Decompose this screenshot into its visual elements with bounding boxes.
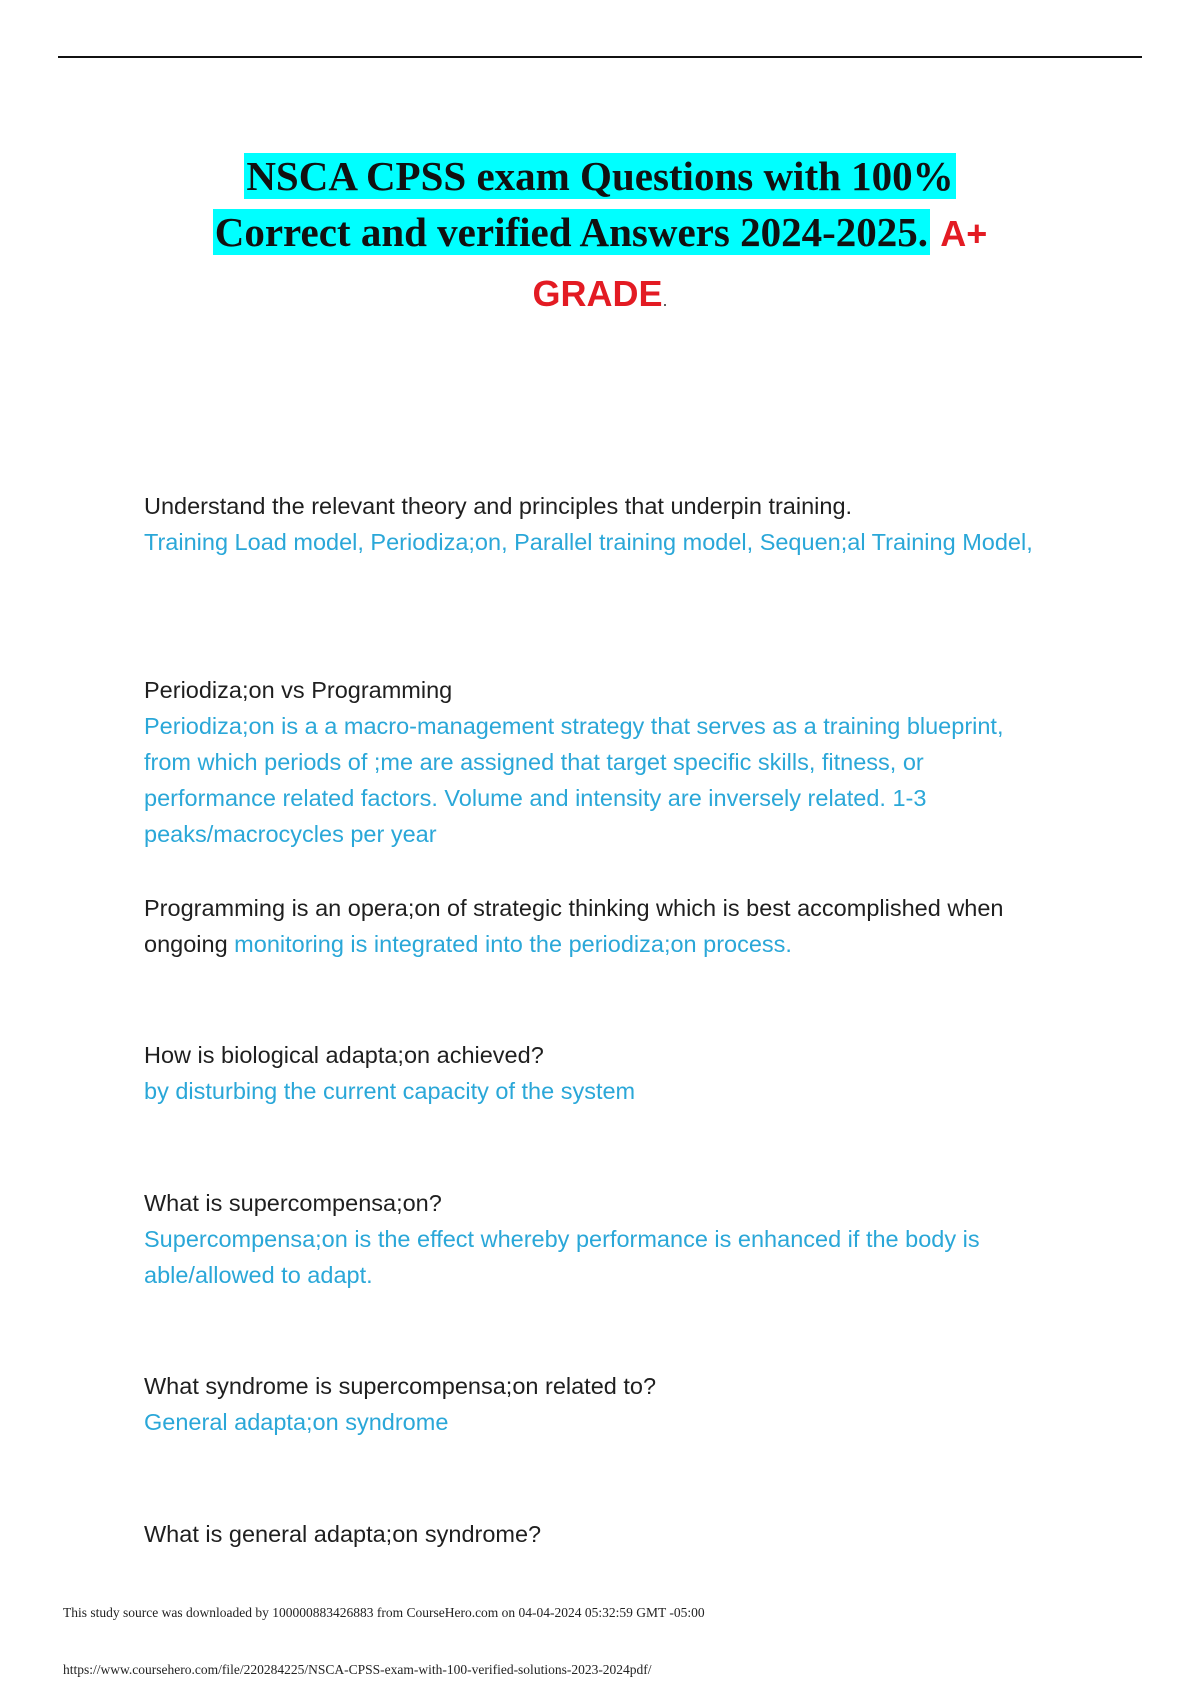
document-title [60, 148, 1140, 332]
title-line-1 [60, 148, 1140, 204]
qa-item-1 [144, 488, 1044, 560]
answer-text: monitoring is integrated into the periodiza;on process. [234, 931, 792, 957]
source-url[interactable]: https://www.coursehero.com/file/220284225/NSCA-CPSS-exam-with-100-verified-solutions-2023-2024pdf/ [63, 1662, 652, 1677]
question-text: Programming is an opera;on of strategic thinking which is best accomplished when ongoing [144, 895, 1004, 957]
question-text: How is biological adapta;on achieved? [144, 1042, 544, 1068]
grade-dot: . [662, 290, 668, 310]
question-text: Understand the relevant theory and principles that underpin training. [144, 493, 853, 519]
grade-label: GRADE [532, 273, 663, 314]
qa-item-3 [144, 890, 1044, 962]
download-source-note: This study source was downloaded by 100000883426883 from CourseHero.com on 04-04-2024 05:32:59 GMT -05:00 [63, 1605, 705, 1620]
answer-text: Periodiza;on is a a macro-management strategy that serves as a training blueprint, from which periods of ;me are assigned that target specific skills, fitness, or performance related factors. Volume and intensity are inversely related. 1-3 peaks/macrocycles per year [144, 713, 1004, 847]
question-text: What is supercompensa;on? [144, 1190, 442, 1216]
qa-item-7 [144, 1516, 1044, 1552]
answer-text: General adapta;on syndrome [144, 1409, 449, 1435]
title-text-line-1: NSCA CPSS exam Questions with 100% [246, 153, 954, 199]
qa-item-2 [144, 672, 1044, 852]
answer-text: by disturbing the current capacity of the system [144, 1078, 636, 1104]
qa-item-5 [144, 1185, 1044, 1293]
title-text-line-2: Correct and verified Answers 2024-2025. [214, 209, 928, 255]
qa-item-4 [144, 1037, 1044, 1109]
title-line-2 [60, 204, 1140, 262]
grade-line [60, 264, 1140, 332]
answer-text: Supercompensa;on is the effect whereby performance is enhanced if the body is able/allowed to adapt. [144, 1226, 980, 1288]
question-text: Periodiza;on vs Programming [144, 677, 453, 703]
qa-item-6 [144, 1368, 1044, 1440]
answer-text: Training Load model, Periodiza;on, Parallel training model, Sequen;al Training Model, [144, 529, 1033, 555]
top-rule [58, 56, 1142, 58]
question-text: What is general adapta;on syndrome? [144, 1521, 542, 1547]
question-text: What syndrome is supercompensa;on related to? [144, 1373, 657, 1399]
grade-a-plus: A+ [940, 213, 988, 254]
